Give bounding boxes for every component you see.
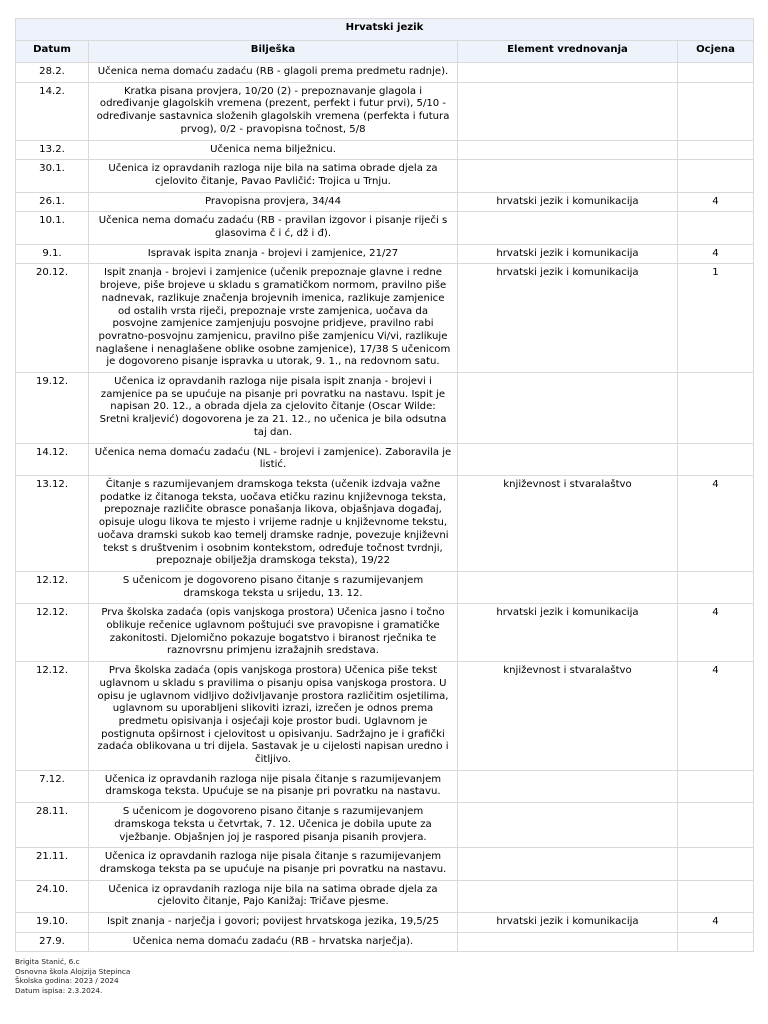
cell-grade [678, 848, 754, 880]
cell-date: 28.2. [16, 63, 89, 83]
cell-grade [678, 803, 754, 848]
table-row [16, 848, 754, 880]
header-date: Datum [16, 41, 89, 63]
header-grade: Ocjena [678, 41, 754, 63]
cell-date: 21.11. [16, 848, 89, 880]
cell-date: 12.12. [16, 604, 89, 662]
cell-element [458, 212, 678, 244]
cell-date: 19.12. [16, 373, 89, 444]
cell-grade [678, 63, 754, 83]
cell-element: hrvatski jezik i komunikacija [458, 264, 678, 373]
cell-note: Ispit znanja - brojevi i zamjenice (učenik prepoznaje glavne i redne brojeve, piše brojeve u skladu s gramatičkom normom, pravilno piše nadnevak, razlikuje značenja brojevnih imenica, razlikuje zamjenice od ostalih vrsta riječi, prepoznaje vrste zamjenica, uočava da posvojne zamjenice zamjenjuju posvojne pridjeve, pravilno rabi povratno-posvojnu zamjenicu, pravilno piše zamjenicu Vi/vi, razlikuje naglašene i nenaglašene oblike osobne zamjenice), 17/38 S učenicom je dogovoreno pisanje ispravka u utorak, 9. 1., na redovnom satu. [89, 264, 458, 373]
cell-element [458, 443, 678, 475]
cell-element [458, 932, 678, 952]
cell-element: hrvatski jezik i komunikacija [458, 192, 678, 212]
cell-note: Učenica iz opravdanih razloga nije bila na satima obrade djela za cjelovito čitanje, Pajo Kanižaj: Tričave pjesme. [89, 880, 458, 912]
cell-grade [678, 140, 754, 160]
cell-note: Pravopisna provjera, 34/44 [89, 192, 458, 212]
table-row [16, 475, 754, 571]
table-row [16, 82, 754, 140]
cell-note: Prva školska zadaća (opis vanjskoga prostora) Učenica jasno i točno oblikuje rečenice uglavnom poštujući sve pravopisne i gramatičke zakonitosti. Djelomično pokazuje bogatstvo i biranost rječnika te raznovrsnu primjenu izražajnih sredstava. [89, 604, 458, 662]
cell-element [458, 770, 678, 802]
table-row [16, 140, 754, 160]
cell-element [458, 571, 678, 603]
grades-table [15, 18, 754, 952]
cell-date: 26.1. [16, 192, 89, 212]
cell-note: Učenica iz opravdanih razloga nije pisala čitanje s razumijevanjem dramskoga teksta pa se upućuje na pisanje pri povratku na nastavu. [89, 848, 458, 880]
footer-school: Osnovna škola Alojzija Stepinca [15, 966, 131, 976]
cell-grade: 4 [678, 662, 754, 771]
cell-date: 24.10. [16, 880, 89, 912]
cell-note: Učenica iz opravdanih razloga nije pisala ispit znanja - brojevi i zamjenice pa se upućuje na pisanje pri povratku na nastavu. Ispit je napisan 20. 12., a obrada djela za cjelovito čitanje (Oscar Wilde: Sretni kraljević) dogovorena je za 21. 12., no učenica je bila odsutna taj dan. [89, 373, 458, 444]
cell-date: 19.10. [16, 913, 89, 933]
cell-date: 13.12. [16, 475, 89, 571]
cell-date: 30.1. [16, 160, 89, 192]
cell-note: Učenica nema bilježnicu. [89, 140, 458, 160]
cell-note: S učenicom je dogovoreno pisano čitanje s razumijevanjem dramskoga teksta u četvrtak, 7. 12. Učenica je dobila upute za vježbanje. Objašnjen joj je raspored pisanja pisanih provjera. [89, 803, 458, 848]
table-row [16, 244, 754, 264]
cell-grade: 4 [678, 604, 754, 662]
table-row [16, 770, 754, 802]
cell-element: hrvatski jezik i komunikacija [458, 913, 678, 933]
cell-element [458, 82, 678, 140]
cell-element [458, 848, 678, 880]
cell-date: 10.1. [16, 212, 89, 244]
cell-date: 20.12. [16, 264, 89, 373]
cell-note: Učenica iz opravdanih razloga nije pisala čitanje s razumijevanjem dramskoga teksta. Upućuje se na pisanje pri povratku na nastavu. [89, 770, 458, 802]
cell-element [458, 373, 678, 444]
cell-date: 9.1. [16, 244, 89, 264]
table-body [16, 63, 754, 952]
cell-grade [678, 373, 754, 444]
cell-grade: 4 [678, 475, 754, 571]
cell-element [458, 880, 678, 912]
table-row [16, 443, 754, 475]
footer [15, 957, 130, 995]
cell-date: 13.2. [16, 140, 89, 160]
cell-note: Prva školska zadaća (opis vanjskoga prostora) Učenica piše tekst uglavnom u skladu s pravilima o pisanju opisa vanjskoga prostora. U opisu je uglavnom vidljivo doživljavanje prostora različitim osjetilima, uglavnom su uporabljeni slikoviti izrazi, izrečen je odnos prema predmetu opisivanja i osjećaji koje prostor budi. Uglavnom je postignuta opširnost i cjelovitost u opisivanju. Sadržajno je i grafički zadaća oblikovana u tri dijela. Sastavak je u cijelosti napisan uredno i čitljivo. [89, 662, 458, 771]
table-row [16, 571, 754, 603]
table-row [16, 192, 754, 212]
cell-note: Čitanje s razumijevanjem dramskoga teksta (učenik izdvaja važne podatke iz čitanoga teksta, uočava etičku razinu književnoga teksta, prepoznaje različite obrasce ponašanja likova, objašnjava događaj, opisuje ulogu likova te mjesto i vrijeme radnje u književnome tekstu, uočava dramski sukob kao temelj dramske radnje, povezuje književni tekst s društvenim i osobnim kontekstom, određuje točnost tvrdnji, prepoznaje obilježja dramskoga teksta), 19/22 [89, 475, 458, 571]
cell-note: S učenicom je dogovoreno pisano čitanje s razumijevanjem dramskoga teksta u srijedu, 13. 12. [89, 571, 458, 603]
cell-note: Ispit znanja - narječja i govori; povijest hrvatskoga jezika, 19,5/25 [89, 913, 458, 933]
cell-note: Ispravak ispita znanja - brojevi i zamjenice, 21/27 [89, 244, 458, 264]
cell-grade [678, 82, 754, 140]
table-row [16, 880, 754, 912]
footer-student: Brigita Stanić, 6.c [15, 957, 80, 966]
table-row [16, 212, 754, 244]
cell-element: književnost i stvaralaštvo [458, 475, 678, 571]
cell-date: 12.12. [16, 662, 89, 771]
cell-grade [678, 770, 754, 802]
cell-date: 28.11. [16, 803, 89, 848]
cell-grade: 4 [678, 244, 754, 264]
cell-note: Kratka pisana provjera, 10/20 (2) - prepoznavanje glagola i određivanje glagolskih vremena (prezent, perfekt i futur prvi), 5/10 - određivanje sastavnica složenih glagolskih vremena (perfekta i futura prvog), 0/2 - pravopisna točnost, 5/8 [89, 82, 458, 140]
cell-grade [678, 932, 754, 952]
table-row [16, 63, 754, 83]
cell-note: Učenica nema domaću zadaću (RB - hrvatska narječja). [89, 932, 458, 952]
footer-school-year: Školska godina: 2023 / 2024 [15, 976, 119, 986]
subject-title: Hrvatski jezik [16, 19, 754, 41]
cell-element [458, 160, 678, 192]
cell-note: Učenica nema domaću zadaću (RB - pravilan izgovor i pisanje riječi s glasovima č i ć, dž i đ). [89, 212, 458, 244]
cell-element: hrvatski jezik i komunikacija [458, 244, 678, 264]
table-row [16, 264, 754, 373]
cell-date: 14.12. [16, 443, 89, 475]
cell-date: 7.12. [16, 770, 89, 802]
cell-grade: 4 [678, 192, 754, 212]
header-note: Bilješka [89, 41, 458, 63]
cell-grade: 4 [678, 913, 754, 933]
cell-note: Učenica iz opravdanih razloga nije bila na satima obrade djela za cjelovito čitanje, Pavao Pavličić: Trojica u Trnju. [89, 160, 458, 192]
cell-date: 27.9. [16, 932, 89, 952]
cell-grade [678, 880, 754, 912]
table-row [16, 662, 754, 771]
table-row [16, 913, 754, 933]
cell-grade [678, 571, 754, 603]
table-row [16, 160, 754, 192]
cell-element: književnost i stvaralaštvo [458, 662, 678, 771]
cell-note: Učenica nema domaću zadaću (NL - brojevi i zamjenice). Zaboravila je listić. [89, 443, 458, 475]
table-row [16, 932, 754, 952]
table-row [16, 604, 754, 662]
cell-grade [678, 443, 754, 475]
cell-element: hrvatski jezik i komunikacija [458, 604, 678, 662]
cell-date: 14.2. [16, 82, 89, 140]
table-row [16, 373, 754, 444]
cell-grade [678, 160, 754, 192]
header-element: Element vrednovanja [458, 41, 678, 63]
cell-element [458, 803, 678, 848]
table-row [16, 803, 754, 848]
cell-date: 12.12. [16, 571, 89, 603]
cell-element [458, 63, 678, 83]
cell-grade: 1 [678, 264, 754, 373]
footer-print-date: Datum ispisa: 2.3.2024. [15, 985, 103, 995]
cell-note: Učenica nema domaću zadaću (RB - glagoli prema predmetu radnje). [89, 63, 458, 83]
cell-grade [678, 212, 754, 244]
cell-element [458, 140, 678, 160]
